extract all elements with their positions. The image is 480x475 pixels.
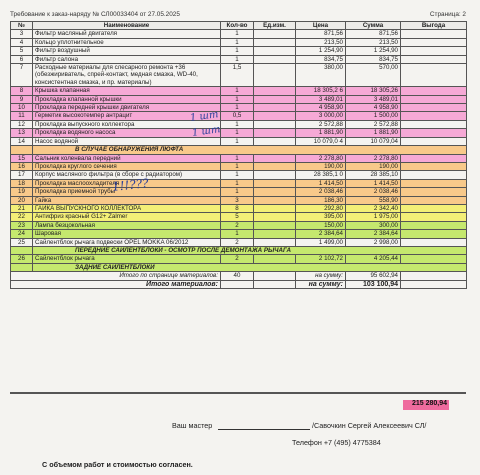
row-number: 13 <box>11 129 33 137</box>
handwritten-mark: 1 шт <box>191 124 222 139</box>
row-unit <box>254 213 296 221</box>
table-row <box>11 104 467 112</box>
row-name: Прокладка передней крышки двигателя <box>33 104 221 112</box>
row-unit <box>254 129 296 137</box>
row-qty: 1 <box>221 162 254 170</box>
row-sum: 28 385,10 <box>346 171 401 179</box>
row-benefit <box>401 95 467 103</box>
col-name: Наименование <box>33 22 221 30</box>
table-row <box>11 95 467 103</box>
row-number: 9 <box>11 95 33 103</box>
row-benefit <box>401 196 467 204</box>
row-price: 2 278,80 <box>296 154 346 162</box>
section-luft <box>11 146 467 154</box>
table-row <box>11 55 467 63</box>
row-qty: 8 <box>221 204 254 212</box>
table-header-row <box>11 22 467 30</box>
row-price: 1 254,90 <box>296 47 346 55</box>
handwritten-mark: 1!!??? <box>111 176 150 194</box>
row-benefit <box>401 154 467 162</box>
table-row <box>11 64 467 87</box>
row-price: 3 489,01 <box>296 95 346 103</box>
divider-line <box>10 392 466 394</box>
agreement-text: С объемом работ и стоимостью согласен. <box>42 460 193 469</box>
row-benefit <box>401 129 467 137</box>
master-name: /Савочкин Сергей Алексеевич СЛ/ <box>312 421 427 430</box>
row-benefit <box>401 64 467 87</box>
row-number: 23 <box>11 221 33 229</box>
row-number: 6 <box>11 55 33 63</box>
row-benefit <box>401 213 467 221</box>
row-number: 16 <box>11 162 33 170</box>
row-unit <box>254 30 296 38</box>
row-name: ГАЙКА ВЫПУСКНОГО КОЛЛЕКТОРА <box>33 204 221 212</box>
table-row <box>11 47 467 55</box>
page-sum: 95 602,94 <box>346 272 401 280</box>
row-price: 2 038,46 <box>296 188 346 196</box>
row-name: Фильтр воздушный <box>33 47 221 55</box>
row-unit <box>254 120 296 128</box>
row-name: Сальник коленвала передний <box>33 154 221 162</box>
row-unit <box>254 154 296 162</box>
col-price: Цена <box>296 22 346 30</box>
totals <box>11 272 467 289</box>
row-unit <box>254 95 296 103</box>
row-name: Лампа безцокольная <box>33 221 221 229</box>
row-number: 18 <box>11 179 33 187</box>
row-qty: 1 <box>221 129 254 137</box>
row-price: 4 958,90 <box>296 104 346 112</box>
row-price: 3 000,00 <box>296 112 346 120</box>
row-name: Герметик высокотемпер антрацит <box>33 112 221 120</box>
section-front <box>11 246 467 254</box>
row-name: Прокладка маслоохладителя <box>33 179 221 187</box>
table-row <box>11 204 467 212</box>
row-sum: 2 384,64 <box>346 230 401 238</box>
row-unit <box>254 238 296 246</box>
row-benefit <box>401 204 467 212</box>
all-sum: 103 100,94 <box>346 280 401 288</box>
row-unit <box>254 255 296 263</box>
row-price: 190,00 <box>296 162 346 170</box>
row-price: 871,56 <box>296 30 346 38</box>
row-sum: 190,00 <box>346 162 401 170</box>
row-sum: 871,56 <box>346 30 401 38</box>
row-number: 22 <box>11 213 33 221</box>
row-name: Прокладка круглого сечения <box>33 162 221 170</box>
row-unit <box>254 38 296 46</box>
row-price: 2 572,88 <box>296 120 346 128</box>
row-name: Сайлентблок рычага <box>33 255 221 263</box>
table-body-front <box>11 255 467 263</box>
row-qty: 1 <box>221 38 254 46</box>
page-total-qty: 40 <box>221 272 254 280</box>
row-sum: 1 881,90 <box>346 129 401 137</box>
page-total-label: Итого по странице материалов: <box>11 272 221 280</box>
row-sum: 213,50 <box>346 38 401 46</box>
row-unit <box>254 204 296 212</box>
row-name: Прокладка приемной трубы <box>33 188 221 196</box>
row-unit <box>254 179 296 187</box>
row-unit <box>254 162 296 170</box>
row-benefit <box>401 171 467 179</box>
section-row <box>11 146 467 154</box>
table-row <box>11 30 467 38</box>
row-benefit <box>401 230 467 238</box>
row-benefit <box>401 162 467 170</box>
col-sum: Сумма <box>346 22 401 30</box>
row-sum: 3 489,01 <box>346 95 401 103</box>
row-name: Фильтр салона <box>33 55 221 63</box>
row-benefit <box>401 120 467 128</box>
row-sum: 2 278,80 <box>346 154 401 162</box>
row-qty: 1 <box>221 179 254 187</box>
row-qty: 1 <box>221 137 254 145</box>
row-name: Прокладка клапанной крышки <box>33 95 221 103</box>
document-title: Требование к заказ-наряду № СЛ00033404 от 27.05.2025 <box>10 11 180 18</box>
row-name: Кольцо уплотнительное <box>33 38 221 46</box>
row-qty: 1 <box>221 120 254 128</box>
all-total-label: Итого материалов: <box>11 280 221 288</box>
row-name: Шаровая <box>33 230 221 238</box>
row-qty: 1 <box>221 154 254 162</box>
row-price: 1 499,00 <box>296 238 346 246</box>
row-sum: 2 572,88 <box>346 120 401 128</box>
table-body-luft <box>11 154 467 246</box>
row-sum: 1 975,00 <box>346 213 401 221</box>
row-sum: 2 038,46 <box>346 188 401 196</box>
row-sum: 300,00 <box>346 221 401 229</box>
section-title: ЗАДНИЕ САЙЛЕНТБЛОКИ <box>33 263 467 271</box>
row-price: 380,00 <box>296 64 346 87</box>
row-name: Гайка <box>33 196 221 204</box>
row-benefit <box>401 38 467 46</box>
section-rear <box>11 263 467 271</box>
table-body-main <box>11 30 467 146</box>
page-total-row <box>11 272 467 280</box>
table-row <box>11 171 467 179</box>
table-row <box>11 221 467 229</box>
row-price: 2 102,72 <box>296 255 346 263</box>
row-price: 213,50 <box>296 38 346 46</box>
all-sum-label: на сумму: <box>296 280 346 288</box>
row-number: 8 <box>11 87 33 95</box>
row-qty: 1 <box>221 104 254 112</box>
row-number: 12 <box>11 120 33 128</box>
table-row <box>11 120 467 128</box>
row-name: Сайлентблок рычага подвески OPEL MOKKA 06/2012 <box>33 238 221 246</box>
row-number: 17 <box>11 171 33 179</box>
row-qty: 5 <box>221 213 254 221</box>
row-number: 20 <box>11 196 33 204</box>
section-title: В СЛУЧАЕ ОБНАРУЖЕНИЯ ЛЮФТА <box>33 146 467 154</box>
row-price: 1 414,50 <box>296 179 346 187</box>
table-row <box>11 188 467 196</box>
row-unit <box>254 188 296 196</box>
row-unit <box>254 196 296 204</box>
row-benefit <box>401 87 467 95</box>
all-total-row <box>11 280 467 288</box>
row-qty: 1 <box>221 55 254 63</box>
table-row <box>11 129 467 137</box>
row-number: 3 <box>11 30 33 38</box>
row-benefit <box>401 221 467 229</box>
row-benefit <box>401 104 467 112</box>
row-number: 14 <box>11 137 33 145</box>
table-row <box>11 137 467 145</box>
row-price: 150,00 <box>296 221 346 229</box>
row-qty: 1,5 <box>221 64 254 87</box>
row-name: Фильтр масляный двигателя <box>33 30 221 38</box>
row-number: 7 <box>11 64 33 87</box>
row-unit <box>254 47 296 55</box>
page-number: Страница: 2 <box>429 11 466 18</box>
row-benefit <box>401 30 467 38</box>
table-row <box>11 179 467 187</box>
signature-line <box>218 429 310 430</box>
row-number: 26 <box>11 255 33 263</box>
row-qty: 2 <box>221 221 254 229</box>
row-number: 11 <box>11 112 33 120</box>
row-benefit <box>401 47 467 55</box>
row-price: 186,30 <box>296 196 346 204</box>
row-price: 10 079,0 4 <box>296 137 346 145</box>
grand-total: 215 280,94 <box>403 400 449 410</box>
row-qty: 3 <box>221 196 254 204</box>
row-sum: 4 205,44 <box>346 255 401 263</box>
row-number: 21 <box>11 204 33 212</box>
table-row <box>11 87 467 95</box>
materials-table <box>10 21 467 289</box>
row-sum: 18 305,26 <box>346 87 401 95</box>
table-row <box>11 162 467 170</box>
row-name: Расходные материалы для слесарного ремонта +36 (обезжириватель, спрей-контакт, медная смазка, WD-40, консистентная смазка, и пр. материалы) <box>33 64 221 87</box>
row-qty: 0,5 <box>221 112 254 120</box>
row-name: Прокладка выпускного коллектора <box>33 120 221 128</box>
row-unit <box>254 87 296 95</box>
col-no: № <box>11 22 33 30</box>
row-benefit <box>401 238 467 246</box>
row-unit <box>254 104 296 112</box>
row-price: 395,00 <box>296 213 346 221</box>
row-benefit <box>401 137 467 145</box>
row-qty: 1 <box>221 47 254 55</box>
section-title: ПЕРЕДНИЕ САЙЛЕНТБЛОКИ - ОСМОТР ПОСЛЕ ДЕМОНТАЖА РЫЧАГА <box>33 246 467 254</box>
row-benefit <box>401 55 467 63</box>
row-number: 15 <box>11 154 33 162</box>
table-row <box>11 238 467 246</box>
table-row <box>11 255 467 263</box>
row-price: 28 385,1 0 <box>296 171 346 179</box>
row-price: 834,75 <box>296 55 346 63</box>
table-row <box>11 38 467 46</box>
row-number: 19 <box>11 188 33 196</box>
col-qty: Кол-во <box>221 22 254 30</box>
col-unit: Ед.изм. <box>254 22 296 30</box>
row-price: 2 384,64 <box>296 230 346 238</box>
row-unit <box>254 221 296 229</box>
row-name: Прокладка водяного насоса <box>33 129 221 137</box>
row-name: Антифриз красный G12+ Zalmer <box>33 213 221 221</box>
row-qty: 1 <box>221 30 254 38</box>
row-number: 5 <box>11 47 33 55</box>
row-sum: 2 342,40 <box>346 204 401 212</box>
row-sum: 4 958,90 <box>346 104 401 112</box>
master-label: Ваш мастер <box>172 421 213 430</box>
row-qty: 1 <box>221 230 254 238</box>
phone: Телефон +7 (495) 4775384 <box>292 438 381 447</box>
row-qty: 2 <box>221 255 254 263</box>
row-unit <box>254 230 296 238</box>
row-benefit <box>401 255 467 263</box>
row-name: Корпус масляного фильтра (в сборе с радиатором) <box>33 171 221 179</box>
row-sum: 834,75 <box>346 55 401 63</box>
row-number: 24 <box>11 230 33 238</box>
row-unit <box>254 55 296 63</box>
col-benefit: Выгода <box>401 22 467 30</box>
row-qty: 1 <box>221 95 254 103</box>
table-row <box>11 112 467 120</box>
row-qty: 2 <box>221 238 254 246</box>
row-sum: 10 079,04 <box>346 137 401 145</box>
row-sum: 1 500,00 <box>346 112 401 120</box>
document-header <box>10 11 466 21</box>
row-number: 4 <box>11 38 33 46</box>
row-sum: 570,00 <box>346 64 401 87</box>
row-name: Насос водяной <box>33 137 221 145</box>
row-price: 18 305,2 6 <box>296 87 346 95</box>
row-qty: 1 <box>221 171 254 179</box>
table-row <box>11 196 467 204</box>
section-row <box>11 246 467 254</box>
row-benefit <box>401 188 467 196</box>
section-row <box>11 263 467 271</box>
row-number: 25 <box>11 238 33 246</box>
row-price: 292,80 <box>296 204 346 212</box>
row-qty: 1 <box>221 87 254 95</box>
row-unit <box>254 112 296 120</box>
row-unit <box>254 171 296 179</box>
row-benefit <box>401 112 467 120</box>
row-sum: 558,90 <box>346 196 401 204</box>
row-unit <box>254 137 296 145</box>
row-unit <box>254 64 296 87</box>
row-qty: 1 <box>221 188 254 196</box>
table-row <box>11 230 467 238</box>
row-sum: 2 998,00 <box>346 238 401 246</box>
page-sum-label: на сумму: <box>296 272 346 280</box>
row-sum: 1 414,50 <box>346 179 401 187</box>
row-benefit <box>401 179 467 187</box>
handwritten-mark: 1 шт <box>189 109 220 124</box>
row-number: 10 <box>11 104 33 112</box>
row-sum: 1 254,90 <box>346 47 401 55</box>
row-price: 1 881,90 <box>296 129 346 137</box>
table-row <box>11 154 467 162</box>
table-row <box>11 213 467 221</box>
row-name: Крышка клапанная <box>33 87 221 95</box>
